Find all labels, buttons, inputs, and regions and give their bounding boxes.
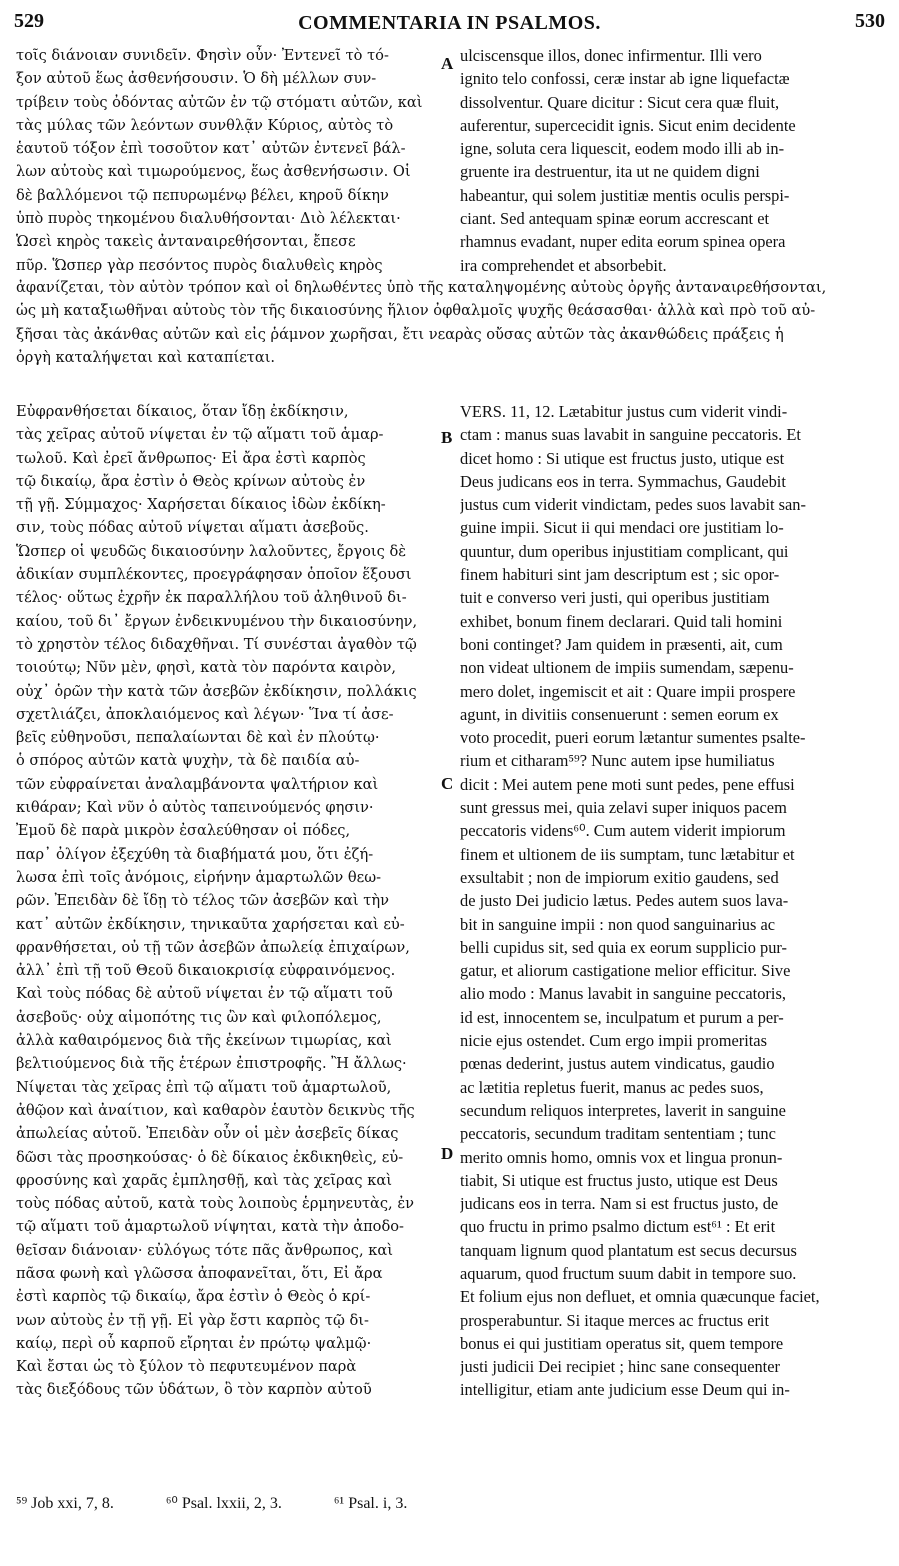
greek-text-line: ὀργὴ καταλήψεται καὶ καταπίεται. (16, 348, 276, 366)
greek-text-line: Ὡσεὶ κηρὸς τακεὶς ἀνταναιρεθήσονται, ἔπεσε (16, 233, 356, 251)
greek-text-line: οὐχ᾽ ὁρῶν τὴν κατὰ τῶν ἀσεβῶν ἐκδίκησιν, πολλάκις (16, 682, 417, 700)
latin-text-line: ctam : manus suas lavabit in sanguine peccatoris. Et (460, 425, 801, 445)
greek-text-line: ἀλλ᾽ ἐπὶ τῇ τοῦ Θεοῦ δικαιοκρισίᾳ εὐφραινόμενος. (16, 962, 396, 980)
footnote: ⁶¹ Psal. i, 3. (333, 1495, 408, 1512)
greek-text-line: τῇ γῇ. Σύμμαχος· Χαρήσεται δίκαιος ἰδὼν ἐκδίκη- (16, 496, 386, 514)
latin-text-line: pœnas dederint, justus autem vindicatus, gaudio (460, 1054, 775, 1074)
latin-text-line: peccatoris videns⁶⁰. Cum autem viderit impiorum (460, 821, 786, 841)
page-number-left: 529 (14, 10, 44, 32)
margin-letter-b: B (441, 428, 453, 447)
latin-text-line: de justo Dei judicio lætus. Pedes autem suos lava- (460, 891, 789, 911)
latin-text-line: ignito telo confossi, ceræ instar ab igne liquefactæ (460, 69, 790, 89)
latin-text-line: intelligitur, etiam ante judicium esse Deum qui in- (460, 1380, 790, 1400)
greek-text-line: τῷ δικαίῳ, ἄρα ἐστὶν ὁ Θεὸς κρίνων αὐτοὺς ἐν (16, 472, 366, 490)
greek-text-line: Ὥσπερ οἱ ψευδῶς δικαιοσύνην λαλοῦντες, ἔργοις δὲ (16, 542, 407, 560)
greek-text-line: τὰς μύλας τῶν λεόντων συνθλᾷν Κύριος, αὐτὸς τὸ (16, 116, 394, 134)
latin-text-line: bonus ei qui justitiam operatus sit, quem tempore (460, 1333, 784, 1353)
greek-text-line: λων αὐτοὺς καὶ τιμωρούμενος, ἕως ἀσθενήσωσιν. Οἱ (16, 163, 411, 181)
latin-text-line: dissolventur. Quare dicitur : Sicut cera quæ fluit, (460, 92, 780, 112)
latin-text-line: ac lætitia repletus fuerit, manus ac pedes suos, (460, 1077, 764, 1097)
latin-text-line: non videat ultionem de impiis sumendam, sæpenu- (460, 658, 794, 678)
latin-text-line: guine impii. Sicut ii qui mendaci ore justitiam lo- (460, 518, 784, 538)
running-title: COMMENTARIA IN PSALMOS. (298, 12, 601, 34)
greek-text-line: Καὶ ἔσται ὡς τὸ ξύλον τὸ πεφυτευμένον παρὰ (16, 1358, 357, 1376)
greek-text-line: ρῶν. Ἐπειδὰν δὲ ἴδῃ τὸ τέλος τῶν ἀσεβῶν καὶ τὴν (16, 892, 389, 910)
latin-text-line: finem habituri sint jam descriptum est ; sic opor- (460, 565, 780, 585)
latin-text-line: quuntur, dum operibus injustitiam complicant, qui (460, 541, 789, 561)
latin-text-line: rium et citharam⁵⁹? Nunc autem ipse humiliatus (460, 751, 775, 771)
greek-text-line: νων αὐτοὺς ἐν τῇ γῇ. Εἰ γὰρ ἔστι καρπὸς τῷ δι- (16, 1311, 369, 1329)
latin-text-line: exhibet, bonum finem declarari. Quid tali homini (460, 611, 783, 631)
latin-text-line: rhamnus evadant, nuper edita eorum spinea opera (460, 232, 786, 252)
latin-column-main (460, 400, 885, 1402)
footnote: ⁶⁰ Psal. lxxii, 2, 3. (165, 1495, 282, 1512)
page-header (14, 10, 885, 38)
latin-text-line: dicit : Mei autem pene moti sunt pedes, pene effusi (460, 774, 795, 794)
greek-text-line: ὡς μὴ καταξιωθῆναι αὐτοὺς τὸν τῆς δικαιοσύνης ἥλιον ὀφθαλμοῖς ψυχῆς θεάσασθαι· ἀλλὰ καὶ πρὸ τοῦ αὐ- (16, 302, 816, 320)
latin-text-line: justus cum viderit vindictam, pedes suos lavabit san- (460, 495, 806, 515)
latin-text-line: tanquam lignum quod plantatum est secus decursus (460, 1240, 797, 1260)
greek-text-line: τὸ χρηστὸν τέλος διδαχθῆναι. Τί συνέσται ἀγαθὸν τῷ (16, 635, 417, 653)
greek-column-top (16, 44, 438, 277)
latin-text-line: justi judicii Dei recipiet ; hinc sane consequenter (460, 1357, 780, 1377)
greek-text-line: ἀθῷον καὶ ἀναίτιον, καὶ καθαρὸν ἑαυτὸν δεικνὺς τῆς (16, 1101, 415, 1119)
greek-text-line: ἀδικίαν συμπλέκοντες, προεγράφησαν ὁποῖον ἕξουσι (16, 566, 412, 584)
latin-text-line: habeantur, qui solem justitiæ mentis oculis perspi- (460, 185, 790, 205)
latin-text-line: id est, innocentem se, inculpatum et purum a per- (460, 1007, 784, 1027)
latin-text-line: Deus judicans eos in terra. Symmachus, Gaudebit (460, 471, 786, 491)
greek-text-line: πᾶσα φωνὴ καὶ γλῶσσα ἀποφανεῖται, ὅτι, Εἰ ἄρα (16, 1264, 383, 1282)
greek-text-line: καίῳ, περὶ οὗ καρποῦ εἴρηται ἐν πρώτῳ ψαλμῷ· (16, 1334, 372, 1352)
latin-text-line: secundum reliquos interpretes, laverit in sanguine (460, 1100, 786, 1120)
greek-text-line: ἀσεβοῦς· οὐχ αἱμοπότης τις ὢν καὶ φιλοπόλεμος, (16, 1008, 382, 1026)
greek-text-line: κατ᾽ αὐτῶν ἐκδίκησιν, τηνικαῦτα χαρήσεται καὶ εὐ- (16, 915, 405, 933)
latin-text-line: mero dolet, ingemiscit et ait : Quare impii prospere (460, 681, 796, 701)
greek-text-line: λωσα ἐπὶ τοῖς ἀνόμοις, εἰρήνην ἁμαρτωλῶν θεω- (16, 868, 382, 886)
margin-letter-d: D (441, 1144, 454, 1163)
greek-text-line: τῷ αἵματι τοῦ ἁμαρτωλοῦ νίψηται, κατὰ τὴν ἀποδο- (16, 1218, 404, 1236)
greek-text-line: τῶν εὐφραίνεται ἀναλαμβάνοντα ψαλτήριον καὶ (16, 775, 379, 793)
greek-text-line: φροσύνης καὶ χαρᾶς ἐμπλησθῇ, καὶ τὰς χεῖρας καὶ (16, 1171, 392, 1189)
greek-text-line: ξον αὐτοῦ ἕως ἀσθενήσουσιν. Ὁ δὴ μέλλων συν- (16, 70, 377, 88)
latin-text-line: judicans eos in terra. Nam si est fructus justo, de (460, 1194, 779, 1214)
latin-text-line: ira comprehendet et absorbebit. (460, 255, 667, 275)
latin-text-line: finem et ultionem de iis sumptam, tunc lætabitur et (460, 844, 795, 864)
greek-text-line: ἑαυτοῦ τόξον ἐπὶ τοσοῦτον κατ᾽ αὐτῶν ἐντενεῖ βάλ- (16, 140, 406, 158)
margin-letter-c: C (441, 774, 454, 793)
greek-text-line: Εὐφρανθήσεται δίκαιος, ὅταν ἴδῃ ἐκδίκησιν, (16, 403, 349, 420)
latin-text-line: gatur, et aliorum castigatione melior efficitur. Sive (460, 961, 791, 981)
latin-text-line: boni continget? Jam quidem in præsenti, ait, cum (460, 634, 783, 654)
greek-text-line: Καὶ τοὺς πόδας δὲ αὐτοῦ νίψεται ἐν τῷ αἵματι τοῦ (16, 985, 393, 1003)
greek-text-line: κιθάραν; Καὶ νῦν ὁ αὐτὸς ταπεινούμενός φησιν· (16, 799, 374, 817)
latin-text-line: igne, soluta cera liquescit, eodem modo illi ab in- (460, 139, 785, 159)
latin-text-line: aquarum, quod fructum suum dabit in tempore suo. (460, 1263, 797, 1283)
latin-column-top (460, 44, 885, 277)
greek-text-line: ὁ σπόρος αὐτῶν κατὰ ψυχὴν, τὰ δὲ παιδία αὐ- (16, 752, 360, 770)
latin-text-line: dicet homo : Si utique est fructus justo, utique est (460, 448, 785, 468)
greek-text-line: τοῖς διάνοιαν συνιδεῖν. Φησὶν οὖν· Ἐντενεῖ τὸ τό- (16, 47, 389, 64)
greek-column-main (16, 400, 438, 1402)
latin-text-line: merito omnis homo, omnis vox et lingua pronun- (460, 1147, 783, 1167)
latin-text-line: tiabit, Si utique est fructus justo, utique est Deus (460, 1170, 778, 1190)
latin-text-line: ulciscensque illos, donec infirmentur. Illi vero (460, 46, 762, 65)
latin-text-line: tuit e converso veri justi, qui operibus justitiam (460, 588, 770, 608)
latin-text-line: exsultabit ; non de impiorum exitio gaudens, sed (460, 867, 779, 887)
greek-text-line: τὰς χεῖρας αὐτοῦ νίψεται ἐν τῷ αἵματι τοῦ ἁμαρ- (16, 426, 384, 444)
latin-text-line: peccatoris, secundum traditam sententiam ; tunc (460, 1124, 776, 1144)
greek-text-line: καίου, τοῦ δι᾽ ἔργων ἐνδεικνυμένου τὴν δικαιοσύνην, (16, 612, 418, 630)
latin-text-line: sunt gressus mei, quia zelavi super iniquos pacem (460, 798, 787, 818)
greek-text-line: τέλος· οὕτως ἐχρῆν ἐκ παραλλήλου τοῦ ἀληθινοῦ δι- (16, 589, 407, 607)
greek-text-line: θεῖσαν διάνοιαν· εὐλόγως τότε πᾶς ἄνθρωπος, καὶ (16, 1241, 393, 1259)
greek-text-line: τωλοῦ. Καὶ ἐρεῖ ἄνθρωπος· Εἰ ἄρα ἐστὶ καρπὸς (16, 449, 366, 467)
greek-text-line: τρίβειν τοὺς ὀδόντας αὐτῶν ἐν τῷ στόματι αὐτῶν, καὶ (16, 93, 423, 111)
greek-text-line: Νίψεται τὰς χεῖρας ἐπὶ τῷ αἵματι τοῦ ἁμαρτωλοῦ, (16, 1078, 392, 1096)
greek-text-line: πῦρ. Ὥσπερ γὰρ πεσόντος πυρὸς διαλυθεὶς κηρὸς (16, 256, 383, 274)
greek-text-line: δὲ βαλλόμενοι τῷ πεπυρωμένῳ βέλει, κηροῦ δίκην (16, 186, 389, 204)
greek-text-line: ἀπωλείας αὐτοῦ. Ἐπειδὰν οὖν οἱ μὲν ἀσεβεῖς δίκας (16, 1125, 399, 1143)
greek-text-line: Ἐμοῦ δὲ παρὰ μικρὸν ἐσαλεύθησαν οἱ πόδες, (16, 822, 351, 840)
greek-text-line: τοιούτῳ; Νῦν μὲν, φησὶ, κατὰ τὸν παρόντα καιρὸν, (16, 659, 397, 677)
greek-text-line: ξῆσαι τὰς ἀκάνθας αὐτῶν καὶ εἰς ῥάμνον χωρῆσαι, ἔτι νεαρὰς οὔσας αὐτῶν τὰς ἀκανθώδεις πράξεις ἡ (16, 325, 784, 343)
greek-text-line: φρανθήσεται, οὐ τῇ τῶν ἀσεβῶν ἀπωλείᾳ ἐπιχαίρων, (16, 938, 410, 956)
latin-text-line: nicie ejus ostendet. Cum ergo impii promeritas (460, 1031, 767, 1051)
greek-text-line: ἀφανίζεται, τὸν αὐτὸν τρόπον καὶ οἱ δηλωθέντες ὑπὸ τῆς καταληψομένης αὐτοὺς ὀργῆς ἀνταναιρεθήσονται, (16, 279, 827, 296)
latin-text-line: ciant. Sed antequam spinæ eorum accrescant et (460, 209, 770, 229)
latin-text-line: alio modo : Manus lavabit in sanguine peccatoris, (460, 984, 786, 1004)
page-number-right: 530 (855, 10, 885, 32)
greek-text-line: βεῖς εὐθηνοῦσι, πεπαλαίωνται δὲ καὶ ἐν πλούτῳ· (16, 729, 380, 747)
latin-text-line: quo fructu in primo psalmo dictum est⁶¹ : Et erit (460, 1217, 776, 1237)
greek-text-line: σχετλιάζει, ἀποκλαιόμενος καὶ λέγων· Ἵνα τί ἀσε- (16, 705, 394, 723)
latin-text-line: prosperabuntur. Si itaque merces ac fructus erit (460, 1310, 770, 1330)
greek-text-line: βελτιούμενος διὰ τῆς ἑτέρων ἐπιστροφῆς. Ἢ ἄλλως· (16, 1055, 407, 1073)
latin-text-line: gruente ira destruentur, ita ut ne quidem digni (460, 162, 760, 182)
latin-text-line: voto procedit, pueri eorum lætantur sumentes psalte- (460, 728, 806, 748)
latin-text-line: agunt, in divitiis consenuerunt : semen eorum ex (460, 704, 779, 724)
greek-text-line: παρ᾽ ὀλίγον ἐξεχύθη τὰ διαβήματά μου, ὅτι ἐζή- (16, 845, 374, 863)
latin-text-line: VERS. 11, 12. Lætabitur justus cum viderit vindi- (460, 402, 788, 421)
latin-text-line: belli cupidus sit, sed quia ex eorum supplicio pur- (460, 937, 787, 957)
footnote: ⁵⁹ Job xxi, 7, 8. (16, 1495, 114, 1512)
greek-text-line: τοὺς πόδας αὐτοῦ, κατὰ τοὺς λοιποὺς ἑρμηνευτὰς, ἐν (16, 1195, 415, 1213)
greek-text-line: ἐστὶ καρπὸς τῷ δικαίῳ, ἄρα ἐστὶν ὁ Θεὸς ὁ κρί- (16, 1288, 371, 1306)
greek-text-line: δῶσι τὰς προσηκούσας· ὁ δὲ δίκαιος ἐκδικηθεὶς, εὐ- (16, 1148, 404, 1166)
latin-text-line: auferentur, supercecidit ignis. Sicut enim decidente (460, 115, 796, 135)
greek-full-width-text (16, 276, 884, 369)
margin-letter-a: A (441, 54, 454, 73)
footnotes (16, 1493, 885, 1519)
latin-text-line: bit in sanguine impii : non quod sanguinarius ac (460, 914, 776, 934)
latin-text-line: Et folium ejus non defluet, et omnia quæcunque faciet, (460, 1287, 820, 1307)
greek-text-line: ἀλλὰ καθαιρόμενος διὰ τῆς ἐκείνων τιμωρίας, καὶ (16, 1032, 392, 1050)
greek-text-line: σιν, τοὺς πόδας αὐτοῦ νίψεται αἵματι ἀσεβοῦς. (16, 519, 369, 537)
greek-text-line: ὑπὸ πυρὸς τηκομένου διαλυθήσονται· Διὸ λέλεκται· (16, 210, 401, 228)
greek-text-line: τὰς διεξόδους τῶν ὑδάτων, ὃ τὸν καρπὸν αὐτοῦ (16, 1381, 372, 1399)
